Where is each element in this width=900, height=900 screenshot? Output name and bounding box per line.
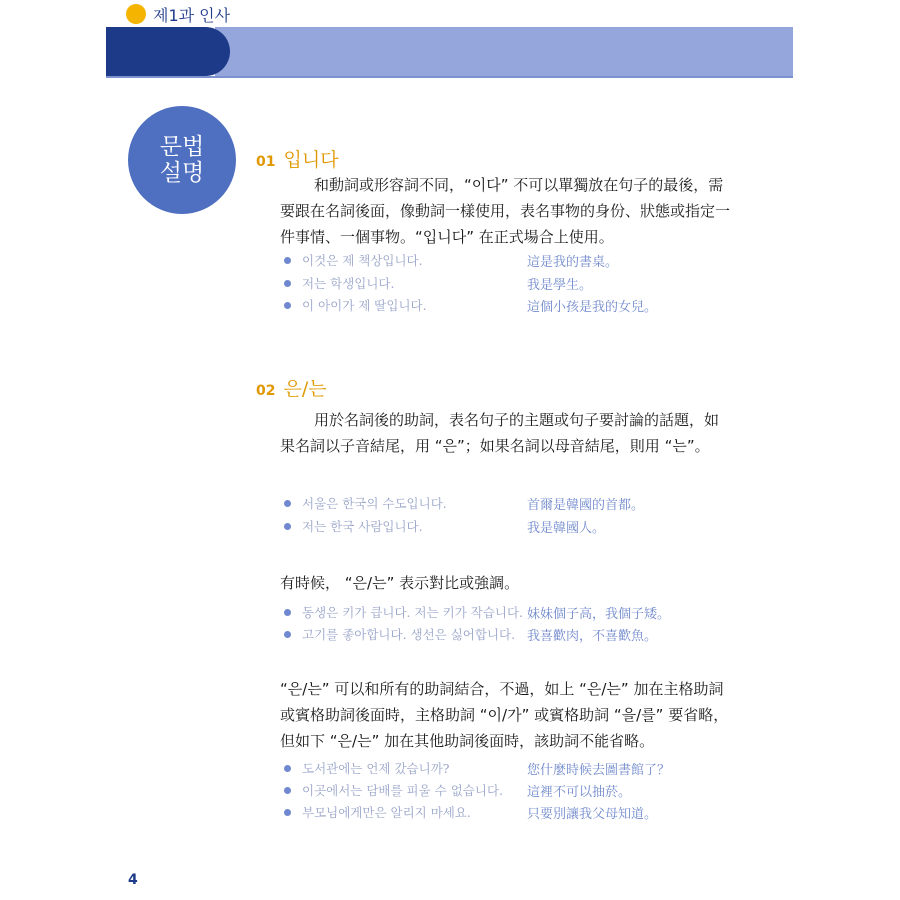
example-translation: 我是韓國人。 xyxy=(527,521,606,536)
section-heading xyxy=(256,374,327,401)
example-translation: 您什麼時候去圖書館了？ xyxy=(527,763,671,778)
note-paragraph: 有時候， “은/는” 表示對比或強調。 xyxy=(280,574,520,592)
bullet-icon xyxy=(284,500,291,507)
header-divider xyxy=(106,76,793,78)
example-korean: 서울은 한국의 수도입니다. xyxy=(302,496,447,511)
example-korean: 저는 한국 사람입니다. xyxy=(302,519,423,534)
example-korean: 이 아이가 제 딸입니다. xyxy=(302,298,427,313)
section-title: 은/는 xyxy=(283,378,327,400)
header-band-dark xyxy=(106,27,230,76)
bullet-icon xyxy=(284,302,291,309)
example-korean: 도서관에는 언제 갔습니까? xyxy=(302,761,450,776)
bullet-icon xyxy=(284,257,291,264)
example-translation: 首爾是韓國的首都。 xyxy=(527,498,645,513)
bullet-icon xyxy=(284,809,291,816)
example-translation: 這裡不可以抽菸。 xyxy=(527,785,632,800)
example-korean: 고기를 좋아합니다. 생선은 싫어합니다. xyxy=(302,627,516,642)
bullet-icon xyxy=(284,609,291,616)
badge-line-2: 설명 xyxy=(159,160,205,186)
section-number: 02 xyxy=(256,383,276,399)
example-korean: 이것은 제 책상입니다. xyxy=(302,253,423,268)
example-translation: 這是我的書桌。 xyxy=(527,255,619,270)
note-paragraph: “은/는” 可以和所有的助詞結合，不過，如上 “은/는” 加在主格助詞或賓格助詞後面時，主格助詞 “이/가” 或賓格助詞 “을/를” 要省略，但如下 “은/는” 加在其他助詞後面時，該助詞不能省略。 xyxy=(280,680,729,750)
example-korean: 부모님에게만은 알리지 마세요. xyxy=(302,805,471,820)
header-band-light xyxy=(215,27,793,76)
bullet-icon xyxy=(284,631,291,638)
example-korean: 저는 학생입니다. xyxy=(302,276,395,291)
chapter-bullet-icon xyxy=(126,4,146,24)
section-title: 입니다 xyxy=(283,149,339,171)
section-number: 01 xyxy=(256,154,276,170)
section-paragraph: 用於名詞後的助詞，表名句子的主題或句子要討論的話題，如果名詞以子音結尾，用 “은”；如果名詞以母音結尾，則用 “는”。 xyxy=(280,411,720,455)
example-translation: 妹妹個子高，我個子矮。 xyxy=(527,607,671,622)
example-translation: 我是學生。 xyxy=(527,278,593,293)
bullet-icon xyxy=(284,787,291,794)
grammar-badge xyxy=(128,106,236,214)
bullet-icon xyxy=(284,523,291,530)
bullet-icon xyxy=(284,765,291,772)
example-translation: 這個小孩是我的女兒。 xyxy=(527,300,658,315)
section-heading xyxy=(256,145,339,172)
example-korean: 동생은 키가 큽니다. 저는 키가 작습니다. xyxy=(302,605,524,620)
badge-line-1: 문법 xyxy=(159,134,205,160)
example-translation: 只要別讓我父母知道。 xyxy=(527,807,658,822)
example-korean: 이곳에서는 담배를 피울 수 없습니다. xyxy=(302,783,503,798)
example-translation: 我喜歡肉，不喜歡魚。 xyxy=(527,629,658,644)
page-number: 4 xyxy=(128,872,138,888)
section-paragraph: 和動詞或形容詞不同，“이다” 不可以單獨放在句子的最後，需要跟在名詞後面，像動詞一樣使用，表名事物的身份、狀態或指定一件事情、一個事物。“입니다” 在正式場合上使用。 xyxy=(280,176,731,246)
bullet-icon xyxy=(284,280,291,287)
chapter-title: 제1과 인사 xyxy=(153,6,231,25)
